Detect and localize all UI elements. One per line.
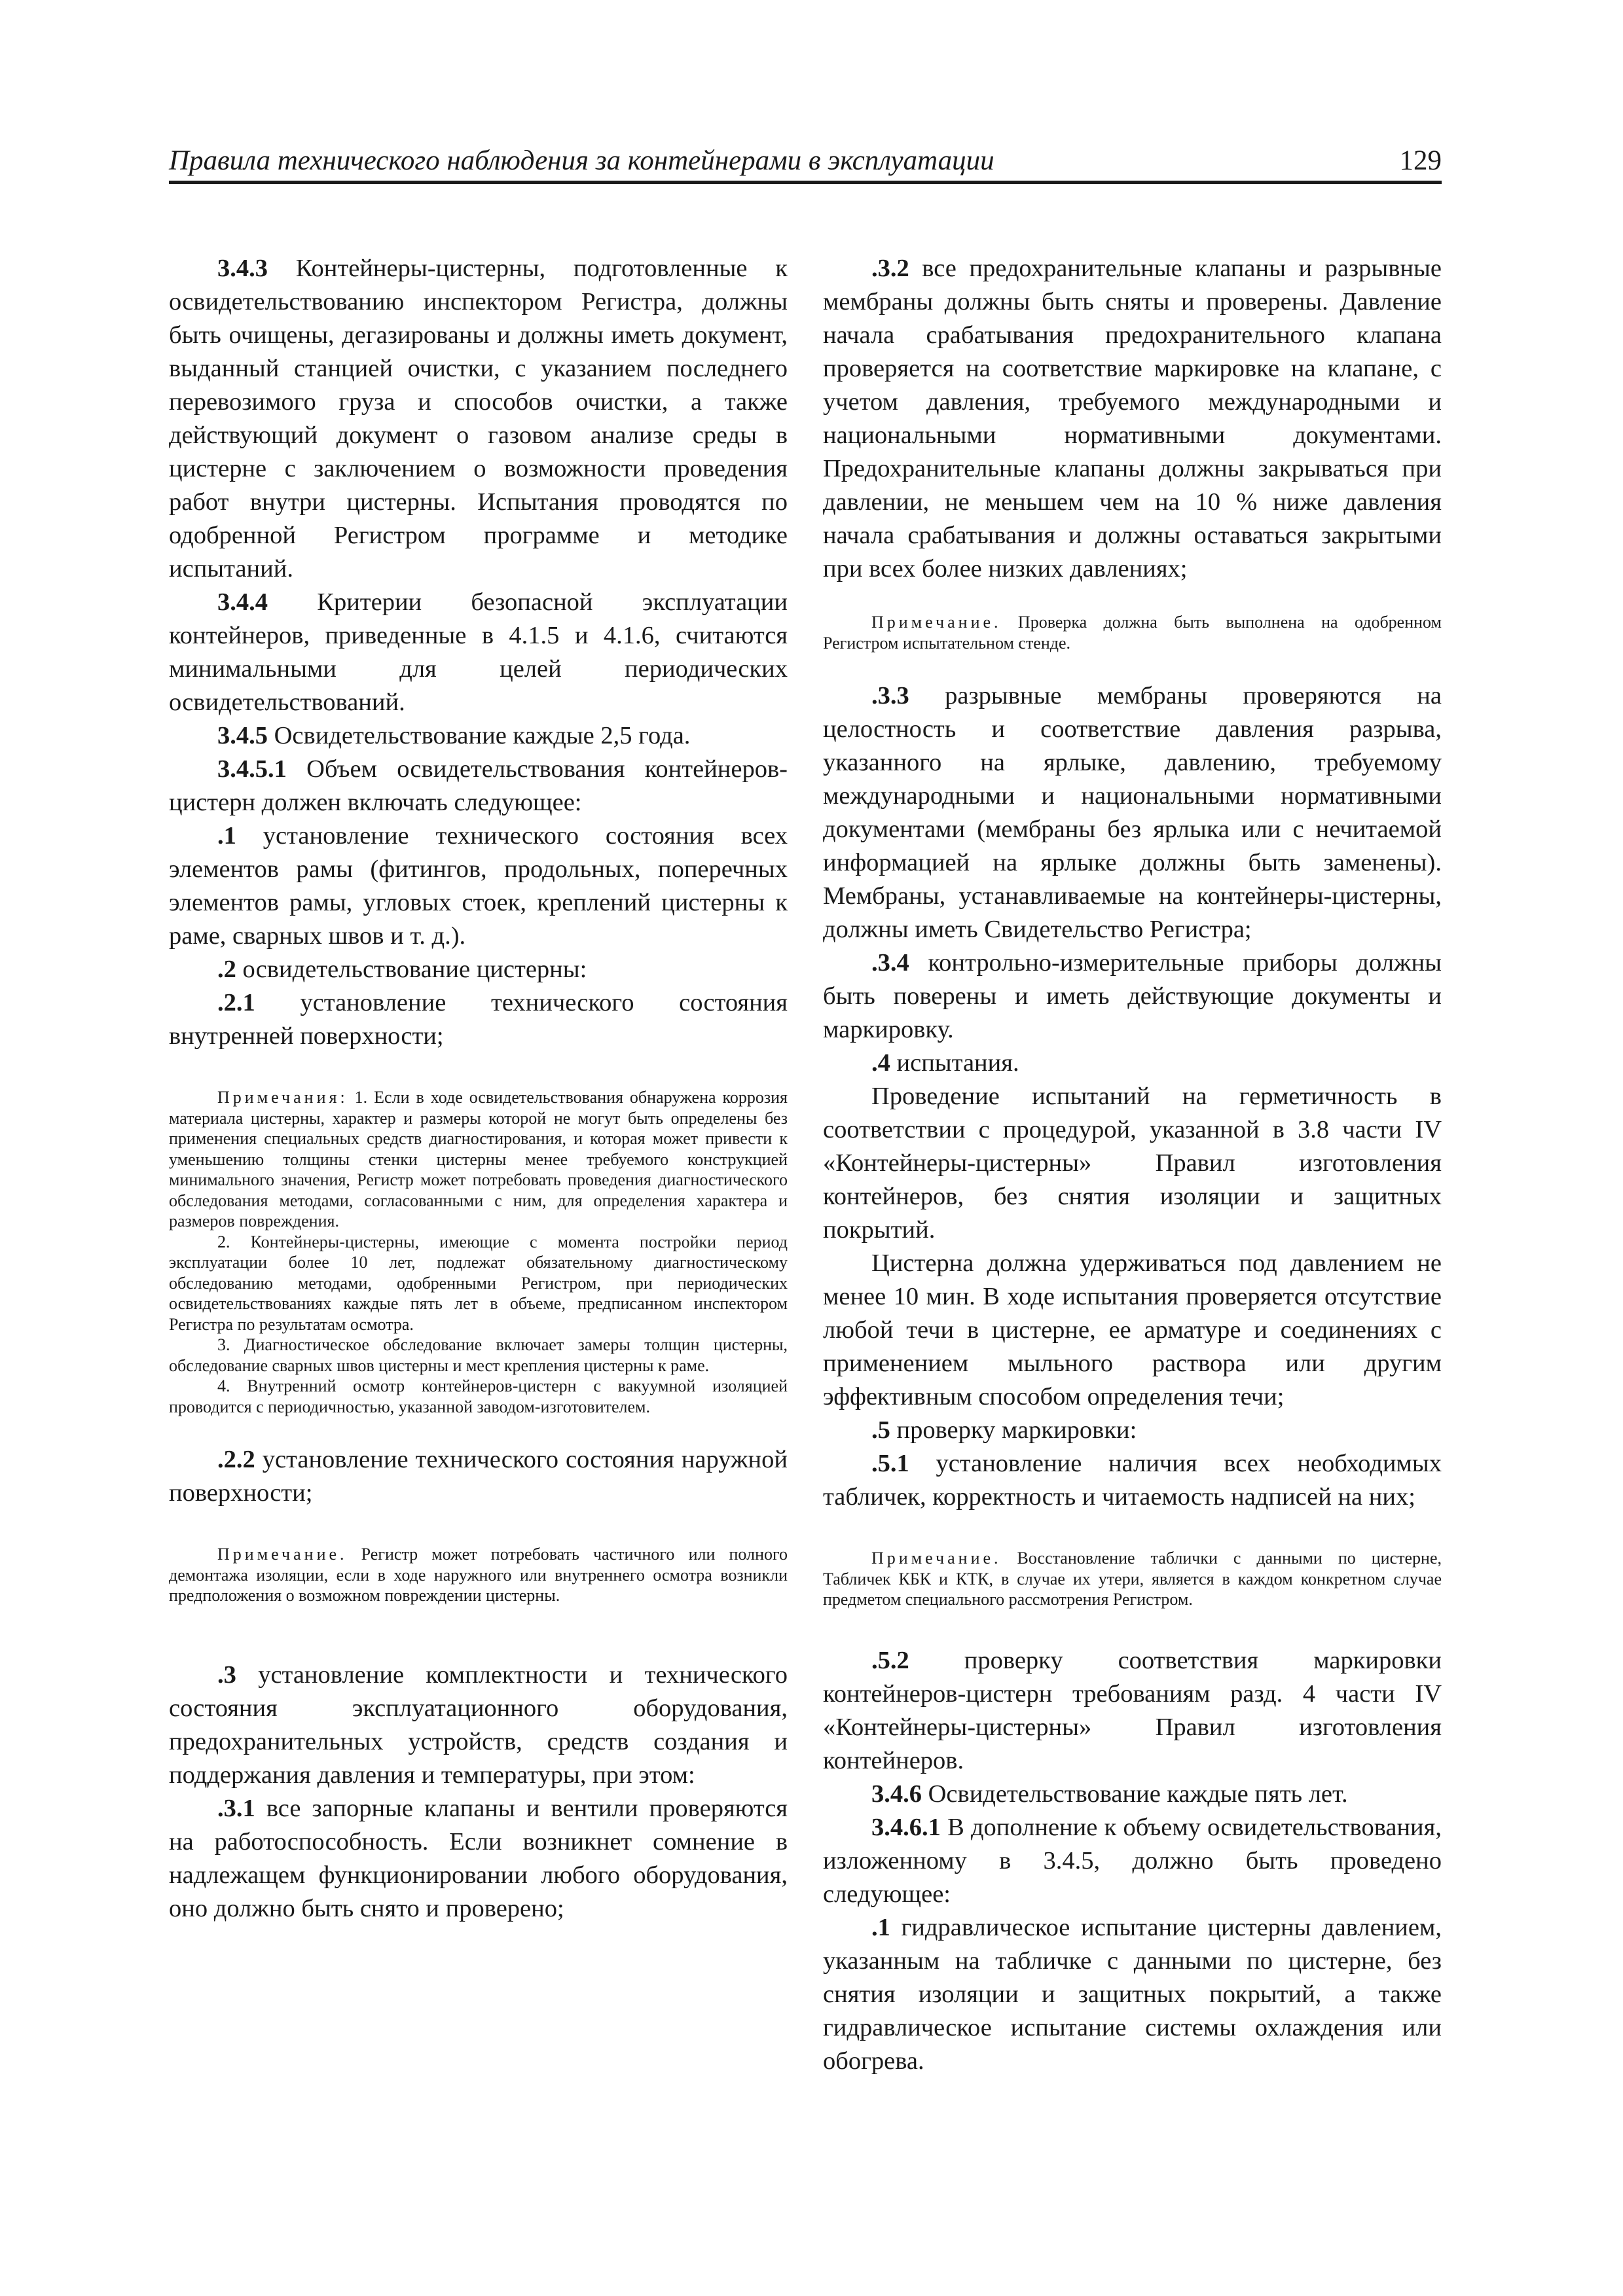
list-item-2: .2 освидетельствование цистерны: — [217, 956, 587, 983]
note-block-4: Примечание. Восстановление таблички с данными по цистерне, Табличек КБК и КТК, в случае их утери, является в каждом конкретном случае предметом специального рассмотрения Регистром. — [823, 1549, 1442, 1609]
page-number: 129 — [1399, 145, 1442, 176]
list-item-3-2: .3.2 все предохранительные клапаны и разрывные мембраны должны быть сняты и проверены. Давление начала срабатывания предохранительного клапана проверяется на соответствие маркировке на клапане, с учетом давления, требуемого международными и национальными нормативными документами. Предохранительные клапаны должны закрываться при давлении, не меньшем чем на 10 % ниже давления начала срабатывания и должны оставаться закрытыми при всех более низких давлениях; — [823, 255, 1442, 583]
list-item-5-2: .5.2 проверку соответствия маркировки контейнеров-цистерн требованиям разд. 4 части IV «Контейнеры-цистерны» Правил изготовления контейнеров. — [823, 1646, 1442, 1774]
page-header — [169, 137, 1442, 184]
note-block-3: Примечание. Проверка должна быть выполнена на одобренном Регистром испытательном стенде. — [823, 613, 1442, 653]
list-item-5-1: .5.1 установление наличия всех необходимых табличек, корректность и читаемость надписей на них; — [823, 1450, 1442, 1511]
paragraph-3-4-6-1: 3.4.6.1 В дополнение к объему освидетельствования, изложенному в 3.4.5, должно быть проведено следующее: — [823, 1813, 1442, 1908]
paragraph-3-4-3: 3.4.3 Контейнеры-цистерны, подготовленные к освидетельствованию инспектором Регистра, должны быть очищены, дегазированы и должны иметь документ, выданный станцией очистки, с указанием последнего перевозимого груза и способов очистки, а также действующий документ о газовом анализе среды в цистерне с заключением о возможности проведения работ внутри цистерны. Испытания проводятся по одобренной Регистром программе и методике испытаний. — [169, 255, 788, 583]
note-item-2: 2. Контейнеры-цистерны, имеющие с момента постройки период эксплуатации более 10 лет, подлежат обязательному диагностическому обследованию методами, одобренными Регистром, при периодических освидетельствованиях каждые пять лет в объеме, предписанном инспектором Регистра по результатам осмотра. — [169, 1232, 788, 1334]
list-item-3-3: .3.3 разрывные мембраны проверяются на целостность и соответствие давления разрыва, указанного на ярлыке, давлению, требуемому международными и национальными нормативными документами (мембраны без ярлыка или с нечитаемой информацией на ярлыке должны быть заменены). Мембраны, устанавливаемые на контейнеры-цистерны, должны иметь Свидетельство Регистра; — [823, 682, 1442, 943]
paragraph-3-4-5: 3.4.5 Освидетельствование каждые 2,5 года. — [217, 722, 691, 749]
running-title: Правила технического наблюдения за контейнерами в эксплуатации — [169, 145, 994, 176]
list-item-3: .3 установление комплектности и технического состояния эксплуатационного оборудования, предохранительных устройств, средств создания и поддержания давления и температуры, при этом: — [169, 1660, 788, 1789]
left-column — [169, 252, 788, 1926]
list-item-3-1: .3.1 все запорные клапаны и вентили проверяются на работоспособность. Если возникнет сомнение в надлежащем функционировании любого оборудования, оно должно быть снято и проверено; — [169, 1794, 788, 1922]
paragraph-3-4-5-1: 3.4.5.1 Объем освидетельствования контейнеров-цистерн должен включать следующее: — [169, 755, 788, 816]
note-block-1 — [169, 1087, 788, 1417]
paragraph-3-4-4: 3.4.4 Критерии безопасной эксплуатации контейнеров, приведенные в 4.1.5 и 4.1.6, считаются минимальными для целей периодических освидетельствований. — [169, 588, 788, 716]
paragraph-pressure-hold: Цистерна должна удерживаться под давлением не менее 10 мин. В ходе испытания проверяется отсутствие любой течи в цистерне, ее арматуре и соединениях с применением мыльного раствора или другим эффективным способом определения течи; — [823, 1249, 1442, 1410]
list-item-3-4: .3.4 контрольно-измерительные приборы должны быть поверены и иметь действующие документы и маркировку. — [823, 949, 1442, 1043]
note-item-4: 4. Внутренний осмотр контейнеров-цистерн с вакуумной изоляцией проводится с периодичностью, указанной заводом-изготовителем. — [169, 1376, 788, 1416]
list-item-2-2: .2.2 установление технического состояния наружной поверхности; — [169, 1446, 788, 1507]
list-item-hydraulic-test: .1 гидравлическое испытание цистерны давлением, указанным на табличке с данными по цистерне, без снятия изоляции и защитных покрытий, а также гидравлическое испытание системы охлаждения или обогрева. — [823, 1913, 1442, 2075]
paragraph-leak-test: Проведение испытаний на герметичность в соответствии с процедурой, указанной в 3.8 части IV «Контейнеры-цистерны» Правил изготовления контейнеров, без снятия изоляции и защитных покрытий. — [823, 1083, 1442, 1244]
paragraph-3-4-6: 3.4.6 Освидетельствование каждые пять лет. — [871, 1780, 1348, 1808]
list-item-5: .5 проверку маркировки: — [871, 1416, 1137, 1444]
note-item-3: 3. Диагностическое обследование включает замеры толщин цистерны, обследование сварных швов цистерны и мест крепления цистерны к раме. — [169, 1335, 788, 1375]
list-item-4: .4 испытания. — [871, 1049, 1019, 1077]
note-item-1: Примечания: 1. Если в ходе освидетельствования обнаружена коррозия материала цистерны, характер и размеры которой не могут быть определены без применения специальных средств диагностирования, и которая может привести к уменьшению толщины стенки цистерны менее требуемого конструкцией минимального значения, Регистр может потребовать проведения диагностического обследования методами, согласованными с ним, для определения характера и размеров повреждения. — [169, 1088, 788, 1230]
right-column — [823, 252, 1442, 2078]
list-item-2-1: .2.1 установление технического состояния внутренней поверхности; — [169, 989, 788, 1050]
list-item-1: .1 установление технического состояния всех элементов рамы (фитингов, продольных, поперечных элементов рамы, угловых стоек, креплений цистерны к раме, сварных швов и т. д.). — [169, 822, 788, 950]
note-block-2: Примечание. Регистр может потребовать частичного или полного демонтажа изоляции, если в ходе наружного или внутреннего осмотра возникли предположения о возможном повреждении цистерны. — [169, 1545, 788, 1605]
